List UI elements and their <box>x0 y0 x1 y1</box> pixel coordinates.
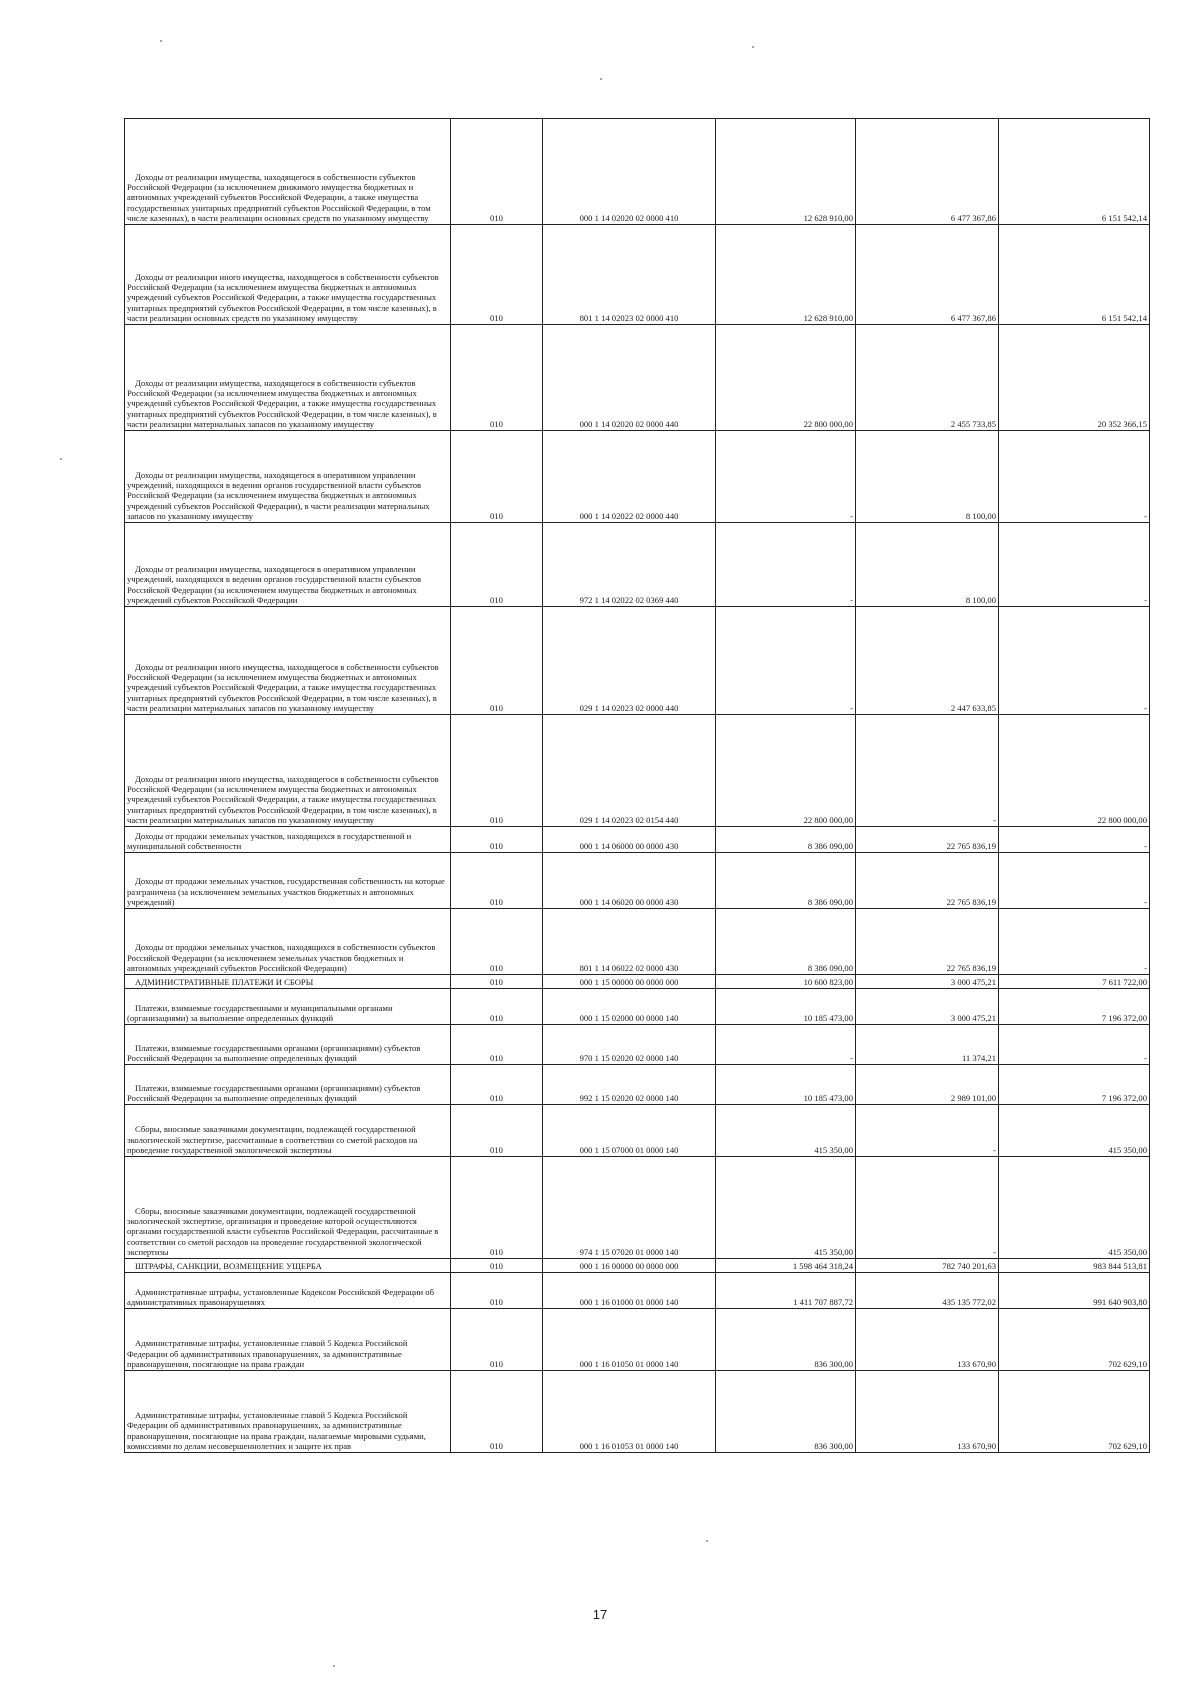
indicator-name-text: Административные штрафы, установленные главой 5 Кодекса Российской Федерации об административных правонарушениях, за административные правонарушения, посягающие на права граждан, налагаемые мировыми судьями, комиссиями по делам несовершеннолетних и защите их прав <box>127 1410 426 1451</box>
budget-classification-code-cell: 029 1 14 02023 02 0000 440 <box>543 607 716 715</box>
budget-classification-code-cell: 000 1 14 06000 00 0000 430 <box>543 827 716 853</box>
unexecuted-amount-cell: - <box>999 827 1150 853</box>
line-code-cell: 010 <box>451 225 543 325</box>
line-code-cell: 010 <box>451 853 543 909</box>
approved-plan-cell: 10 185 473,00 <box>716 989 856 1025</box>
unexecuted-amount-cell: 7 196 372,00 <box>999 1065 1150 1105</box>
approved-plan-cell: 12 628 910,00 <box>716 225 856 325</box>
executed-amount-cell: - <box>856 715 999 827</box>
indicator-name-cell <box>125 1025 451 1065</box>
scan-speck <box>333 1665 335 1667</box>
budget-classification-code-cell: 000 1 16 00000 00 0000 000 <box>543 1259 716 1273</box>
executed-amount-cell: - <box>856 1105 999 1157</box>
table-row <box>125 1105 1150 1157</box>
indicator-name-cell <box>125 909 451 975</box>
indicator-name-text: Доходы от реализации иного имущества, находящегося в собственности субъектов Российской Федерации (за исключением имущества бюджетных и автономных учреждений субъектов Российской Федерации, а также имущества государственных унитарных предприятий субъектов Российской Федерации, в том числе казенных), в части реализации материальных запасов по указанному имуществу <box>127 773 439 825</box>
line-code-cell: 010 <box>451 989 543 1025</box>
table-row <box>125 1157 1150 1259</box>
scan-speck <box>706 1540 708 1542</box>
scan-speck <box>60 458 62 460</box>
approved-plan-cell: - <box>716 523 856 607</box>
table-row <box>125 827 1150 853</box>
executed-amount-cell: 3 000 475,21 <box>856 989 999 1025</box>
budget-classification-code-cell: 000 1 14 02020 02 0000 410 <box>543 119 716 225</box>
budget-classification-code-cell: 000 1 14 02022 02 0000 440 <box>543 431 716 523</box>
indicator-name-text: Административные штрафы, установленные главой 5 Кодекса Российской Федерации об административных правонарушениях, за административные правонарушения, посягающие на права граждан <box>127 1338 408 1369</box>
budget-revenue-table <box>124 118 1150 1453</box>
executed-amount-cell: 435 135 772,02 <box>856 1273 999 1309</box>
approved-plan-cell: - <box>716 607 856 715</box>
indicator-name-cell <box>125 975 451 989</box>
table-row <box>125 853 1150 909</box>
table-row <box>125 1309 1150 1371</box>
indicator-name-text: Сборы, вносимые заказчиками документации, подлежащей государственной экологической экспертизе, рассчитанные в соответствии со сметой расходов на проведение государственной экологической экспертизы <box>127 1124 418 1155</box>
unexecuted-amount-cell: - <box>999 1025 1150 1065</box>
executed-amount-cell: 2 989 101,00 <box>856 1065 999 1105</box>
indicator-name-cell <box>125 1309 451 1371</box>
budget-classification-code-cell: 000 1 15 00000 00 0000 000 <box>543 975 716 989</box>
indicator-name-text: Доходы от реализации имущества, находящегося в оперативном управлении учреждений, находящихся в ведении органов государственной власти субъектов Российской Федерации (за исключением имущества бюджетных и автономных учреждений субъектов Российской Федерации), в части реализации материальных запасов по указанному имуществу <box>127 469 430 521</box>
budget-classification-code-cell: 974 1 15 07020 01 0000 140 <box>543 1157 716 1259</box>
budget-classification-code-cell: 970 1 15 02020 02 0000 140 <box>543 1025 716 1065</box>
budget-classification-code-cell: 000 1 16 01053 01 0000 140 <box>543 1371 716 1453</box>
unexecuted-amount-cell: 991 640 903,80 <box>999 1273 1150 1309</box>
approved-plan-cell: - <box>716 1025 856 1065</box>
unexecuted-amount-cell: 415 350,00 <box>999 1105 1150 1157</box>
executed-amount-cell: 8 100,00 <box>856 431 999 523</box>
line-code-cell: 010 <box>451 1065 543 1105</box>
table-row <box>125 715 1150 827</box>
approved-plan-cell: 8 386 090,00 <box>716 827 856 853</box>
budget-classification-code-cell: 000 1 15 02000 00 0000 140 <box>543 989 716 1025</box>
line-code-cell: 010 <box>451 431 543 523</box>
indicator-name-cell <box>125 715 451 827</box>
indicator-name-text: Платежи, взимаемые государственными органами (организациями) субъектов Российской Федерации за выполнение определенных функций <box>127 1042 421 1063</box>
unexecuted-amount-cell: 6 151 542,14 <box>999 225 1150 325</box>
line-code-cell: 010 <box>451 1259 543 1273</box>
indicator-name-cell <box>125 989 451 1025</box>
indicator-name-text: Доходы от продажи земельных участков, находящихся в государственной и муниципальной собственности <box>127 830 412 851</box>
line-code-cell: 010 <box>451 1105 543 1157</box>
indicator-name-cell <box>125 1105 451 1157</box>
table-row <box>125 975 1150 989</box>
line-code-cell: 010 <box>451 715 543 827</box>
indicator-name-text: Доходы от реализации иного имущества, находящегося в собственности субъектов Российской Федерации (за исключением имущества бюджетных и автономных учреждений субъектов Российской Федерации, а также имущества государственных унитарных предприятий субъектов Российской Федерации, в том числе казенных), в части реализации материальных запасов по указанному имуществу <box>127 661 439 713</box>
table-row <box>125 1273 1150 1309</box>
line-code-cell: 010 <box>451 607 543 715</box>
table-row <box>125 1025 1150 1065</box>
unexecuted-amount-cell: - <box>999 853 1150 909</box>
table-row <box>125 607 1150 715</box>
executed-amount-cell: 3 000 475,21 <box>856 975 999 989</box>
budget-classification-code-cell: 801 1 14 06022 02 0000 430 <box>543 909 716 975</box>
indicator-name-cell <box>125 827 451 853</box>
indicator-name-cell <box>125 225 451 325</box>
approved-plan-cell: 1 411 707 887,72 <box>716 1273 856 1309</box>
unexecuted-amount-cell: 6 151 542,14 <box>999 119 1150 225</box>
unexecuted-amount-cell: 415 350,00 <box>999 1157 1150 1259</box>
executed-amount-cell: 11 374,21 <box>856 1025 999 1065</box>
executed-amount-cell: 133 670,90 <box>856 1309 999 1371</box>
indicator-name-text: АДМИНИСТРАТИВНЫЕ ПЛАТЕЖИ И СБОРЫ <box>135 976 314 987</box>
executed-amount-cell: - <box>856 1157 999 1259</box>
indicator-name-cell <box>125 1065 451 1105</box>
indicator-name-cell <box>125 853 451 909</box>
line-code-cell: 010 <box>451 325 543 431</box>
executed-amount-cell: 782 740 201,63 <box>856 1259 999 1273</box>
table-row <box>125 225 1150 325</box>
executed-amount-cell: 8 100,00 <box>856 523 999 607</box>
line-code-cell: 010 <box>451 523 543 607</box>
unexecuted-amount-cell: - <box>999 909 1150 975</box>
indicator-name-text: Сборы, вносимые заказчиками документации, подлежащей государственной экологической экспертизе, организация и проведение которой осуществляются органами государственной власти субъектов Российской Федерации, рассчитанные в соответствии со сметой расходов на проведение государственной экологической экспертизы <box>127 1205 439 1257</box>
unexecuted-amount-cell: 702 629,10 <box>999 1371 1150 1453</box>
approved-plan-cell: 8 386 090,00 <box>716 853 856 909</box>
indicator-name-cell <box>125 1259 451 1273</box>
indicator-name-text: Доходы от реализации иного имущества, находящегося в собственности субъектов Российской Федерации (за исключением имущества бюджетных и автономных учреждений субъектов Российской Федерации, а также имущества государственных унитарных предприятий субъектов Российской Федерации, в том числе казенных), в части реализации основных средств по указанному имуществу <box>127 271 439 323</box>
approved-plan-cell: 22 800 000,00 <box>716 325 856 431</box>
indicator-name-cell <box>125 607 451 715</box>
approved-plan-cell: 415 350,00 <box>716 1105 856 1157</box>
approved-plan-cell: 10 185 473,00 <box>716 1065 856 1105</box>
indicator-name-cell <box>125 1371 451 1453</box>
indicator-name-text: Доходы от продажи земельных участков, находящихся в собственности субъектов Российской Федерации (за исключением земельных участков бюджетных и автономных учреждений субъектов Российской Федерации) <box>127 942 436 973</box>
executed-amount-cell: 2 447 633,85 <box>856 607 999 715</box>
indicator-name-cell <box>125 1157 451 1259</box>
indicator-name-cell <box>125 523 451 607</box>
indicator-name-text: Административные штрафы, установленные Кодексом Российской Федерации об административных правонарушениях <box>127 1286 434 1307</box>
approved-plan-cell: 836 300,00 <box>716 1371 856 1453</box>
table-row <box>125 431 1150 523</box>
indicator-name-text: Доходы от продажи земельных участков, государственная собственность на которые разграничена (за исключением земельных участков бюджетных и автономных учреждений) <box>127 876 445 907</box>
table-row <box>125 1371 1150 1453</box>
table-row <box>125 325 1150 431</box>
approved-plan-cell: 8 386 090,00 <box>716 909 856 975</box>
indicator-name-cell <box>125 119 451 225</box>
line-code-cell: 010 <box>451 1371 543 1453</box>
indicator-name-cell <box>125 1273 451 1309</box>
table-row <box>125 1065 1150 1105</box>
executed-amount-cell: 2 455 733,85 <box>856 325 999 431</box>
line-code-cell: 010 <box>451 1157 543 1259</box>
unexecuted-amount-cell: 7 611 722,00 <box>999 975 1150 989</box>
unexecuted-amount-cell: - <box>999 607 1150 715</box>
indicator-name-text: Доходы от реализации имущества, находящегося в оперативном управлении учреждений, находящихся в ведении органов государственной власти субъектов Российской Федерации (за исключением имущества бюджетных и автономных учреждений субъектов Российской Федерации <box>127 564 422 605</box>
scan-speck <box>600 78 602 80</box>
executed-amount-cell: 22 765 836,19 <box>856 827 999 853</box>
unexecuted-amount-cell: - <box>999 523 1150 607</box>
executed-amount-cell: 6 477 367,86 <box>856 119 999 225</box>
approved-plan-cell: 1 598 464 318,24 <box>716 1259 856 1273</box>
budget-classification-code-cell: 000 1 15 07000 01 0000 140 <box>543 1105 716 1157</box>
approved-plan-cell: 836 300,00 <box>716 1309 856 1371</box>
indicator-name-text: ШТРАФЫ, САНКЦИИ, ВОЗМЕЩЕНИЕ УЩЕРБА <box>135 1260 322 1271</box>
approved-plan-cell: - <box>716 431 856 523</box>
indicator-name-cell <box>125 431 451 523</box>
unexecuted-amount-cell: 983 844 513,81 <box>999 1259 1150 1273</box>
budget-classification-code-cell: 801 1 14 02023 02 0000 410 <box>543 225 716 325</box>
line-code-cell: 010 <box>451 1273 543 1309</box>
budget-classification-code-cell: 000 1 14 06020 00 0000 430 <box>543 853 716 909</box>
table-row <box>125 1259 1150 1273</box>
line-code-cell: 010 <box>451 1309 543 1371</box>
executed-amount-cell: 6 477 367,86 <box>856 225 999 325</box>
unexecuted-amount-cell: 22 800 000,00 <box>999 715 1150 827</box>
budget-classification-code-cell: 992 1 15 02020 02 0000 140 <box>543 1065 716 1105</box>
budget-classification-code-cell: 972 1 14 02022 02 0369 440 <box>543 523 716 607</box>
indicator-name-cell <box>125 325 451 431</box>
approved-plan-cell: 12 628 910,00 <box>716 119 856 225</box>
indicator-name-text: Платежи, взимаемые государственными органами (организациями) субъектов Российской Федерации за выполнение определенных функций <box>127 1082 421 1103</box>
table-row <box>125 119 1150 225</box>
approved-plan-cell: 10 600 823,00 <box>716 975 856 989</box>
line-code-cell: 010 <box>451 909 543 975</box>
indicator-name-text: Платежи, взимаемые государственными и муниципальными органами (организациями) за выполнение определенных функций <box>127 1002 393 1023</box>
scan-speck <box>752 46 754 48</box>
budget-classification-code-cell: 000 1 16 01000 01 0000 140 <box>543 1273 716 1309</box>
budget-classification-code-cell: 029 1 14 02023 02 0154 440 <box>543 715 716 827</box>
unexecuted-amount-cell: 7 196 372,00 <box>999 989 1150 1025</box>
page-number: 17 <box>592 1607 608 1622</box>
indicator-name-text: Доходы от реализации имущества, находящегося в собственности субъектов Российской Федерации (за исключением движимого имущества бюджетных и автономных учреждений субъектов Российской Федерации, а также имущества государственных унитарных предприятий субъектов Российской Федерации, в том числе казенных), в части реализации основных средств по указанному имуществу <box>127 171 431 223</box>
executed-amount-cell: 22 765 836,19 <box>856 853 999 909</box>
executed-amount-cell: 133 670,90 <box>856 1371 999 1453</box>
approved-plan-cell: 415 350,00 <box>716 1157 856 1259</box>
table-row <box>125 989 1150 1025</box>
table-row <box>125 909 1150 975</box>
indicator-name-text: Доходы от реализации имущества, находящегося в собственности субъектов Российской Федерации (за исключением имущества бюджетных и автономных учреждений субъектов Российской Федерации, а также имущества государственных унитарных предприятий субъектов Российской Федерации, в том числе казенных), в части реализации материальных запасов по указанному имуществу <box>127 377 437 429</box>
line-code-cell: 010 <box>451 1025 543 1065</box>
line-code-cell: 010 <box>451 119 543 225</box>
line-code-cell: 010 <box>451 827 543 853</box>
unexecuted-amount-cell: - <box>999 431 1150 523</box>
scan-speck <box>160 40 162 42</box>
table-body <box>125 119 1150 1453</box>
unexecuted-amount-cell: 702 629,10 <box>999 1309 1150 1371</box>
unexecuted-amount-cell: 20 352 366,15 <box>999 325 1150 431</box>
budget-classification-code-cell: 000 1 16 01050 01 0000 140 <box>543 1309 716 1371</box>
line-code-cell: 010 <box>451 975 543 989</box>
approved-plan-cell: 22 800 000,00 <box>716 715 856 827</box>
budget-classification-code-cell: 000 1 14 02020 02 0000 440 <box>543 325 716 431</box>
table-row <box>125 523 1150 607</box>
executed-amount-cell: 22 765 836,19 <box>856 909 999 975</box>
